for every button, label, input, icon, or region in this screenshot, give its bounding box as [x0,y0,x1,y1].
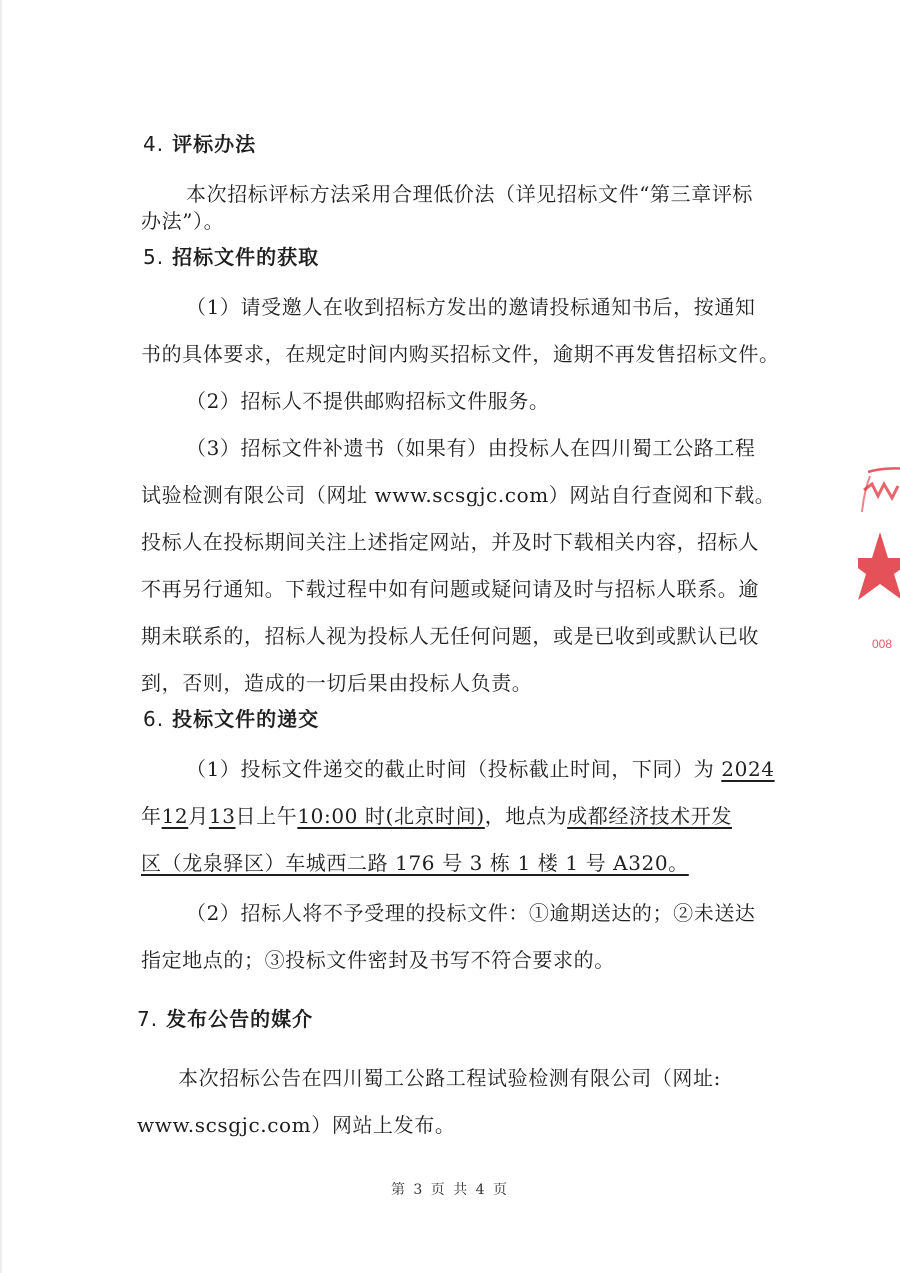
section-5-number: 5. [143,245,165,269]
section-6-item-2-line-1: （2）招标人将不予受理的投标文件：①逾期送达的；②未送达 [186,901,756,925]
location-line-1: 成都经济技术开发 [567,804,732,828]
section-4-number: 4. [143,132,165,156]
section-5-item-3-line-1: （3）招标文件补遗书（如果有）由投标人在四川蜀工公路工程 [186,436,756,460]
location-line-2: 区（龙泉驿区）车城西二路 176 号 3 栋 1 楼 1 号 A320。 [141,851,689,875]
seal-fragment [862,468,900,512]
section-5-item-1-line-1: （1）请受邀人在收到招标方发出的邀请投标通知书后，按通知 [186,295,756,319]
section-6-item-1-line-1 [186,755,775,783]
section-4-paragraph-line-1: 本次招标评标方法采用合理低价法（详见招标文件“第三章评标 [186,182,754,206]
section-5-item-3-line-6: 到，否则，造成的一切后果由投标人负责。 [141,671,533,695]
deadline-intro-text: （1）投标文件递交的截止时间（投标截止时间，下同）为 [186,757,715,781]
seal-stamp [858,462,900,662]
section-5-item-3-line-2: 试验检测有限公司（网址 www.scsgjc.com）网站自行查阅和下载。 [141,483,776,507]
section-6-number: 6. [143,707,165,731]
deadline-year-unit: 年 [141,804,162,828]
section-6-item-1-line-2 [141,802,732,830]
section-7-number: 7. [137,1007,159,1031]
section-5-item-1-line-2: 书的具体要求，在规定时间内购买招标文件，逾期不再发售招标文件。 [141,342,780,366]
section-7-paragraph-line-2: www.scsgjc.com）网站上发布。 [137,1113,456,1137]
location-lead-text: ，地点为 [484,804,568,828]
seal-star-icon [858,532,900,600]
section-5-item-3-line-3: 投标人在投标期间关注上述指定网站，并及时下载相关内容，招标人 [141,530,759,554]
section-6-title: 投标文件的递交 [172,707,320,731]
section-4-heading [143,130,256,158]
section-6-heading [143,705,319,733]
section-5-item-3-line-5: 期未联系的，招标人视为投标人无任何问题，或是已收到或默认已收 [141,624,759,648]
deadline-time: 10:00 时(北京时间) [297,804,485,828]
section-7-title: 发布公告的媒介 [166,1007,314,1031]
deadline-month-unit: 月 [188,804,209,828]
page-number-footer: 第 3 页 共 4 页 [390,1182,510,1198]
section-4-paragraph-line-2: 办法”）。 [141,209,225,233]
section-5-item-3-line-4: 不再另行通知。下载过程中如有问题或疑问请及时与招标人联系。逾 [141,577,759,601]
section-6-item-2-line-2: 指定地点的；③投标文件密封及书写不符合要求的。 [141,948,615,972]
section-5-item-2: （2）招标人不提供邮购招标文件服务。 [186,389,550,413]
deadline-day: 13 [208,804,236,828]
section-7-heading [137,1005,313,1033]
deadline-month: 12 [161,804,189,828]
deadline-year: 2024 [721,757,775,781]
section-5-heading [143,243,319,271]
page-edge [0,0,3,1273]
section-6-item-1-line-3 [141,849,689,877]
section-5-title: 招标文件的获取 [172,245,320,269]
section-4-title: 评标办法 [172,132,257,156]
section-7-paragraph-line-1: 本次招标公告在四川蜀工公路工程试验检测有限公司（网址: [178,1066,721,1090]
seal-number-fragment: 008 [872,637,893,651]
deadline-day-unit: 日上午 [235,804,298,828]
